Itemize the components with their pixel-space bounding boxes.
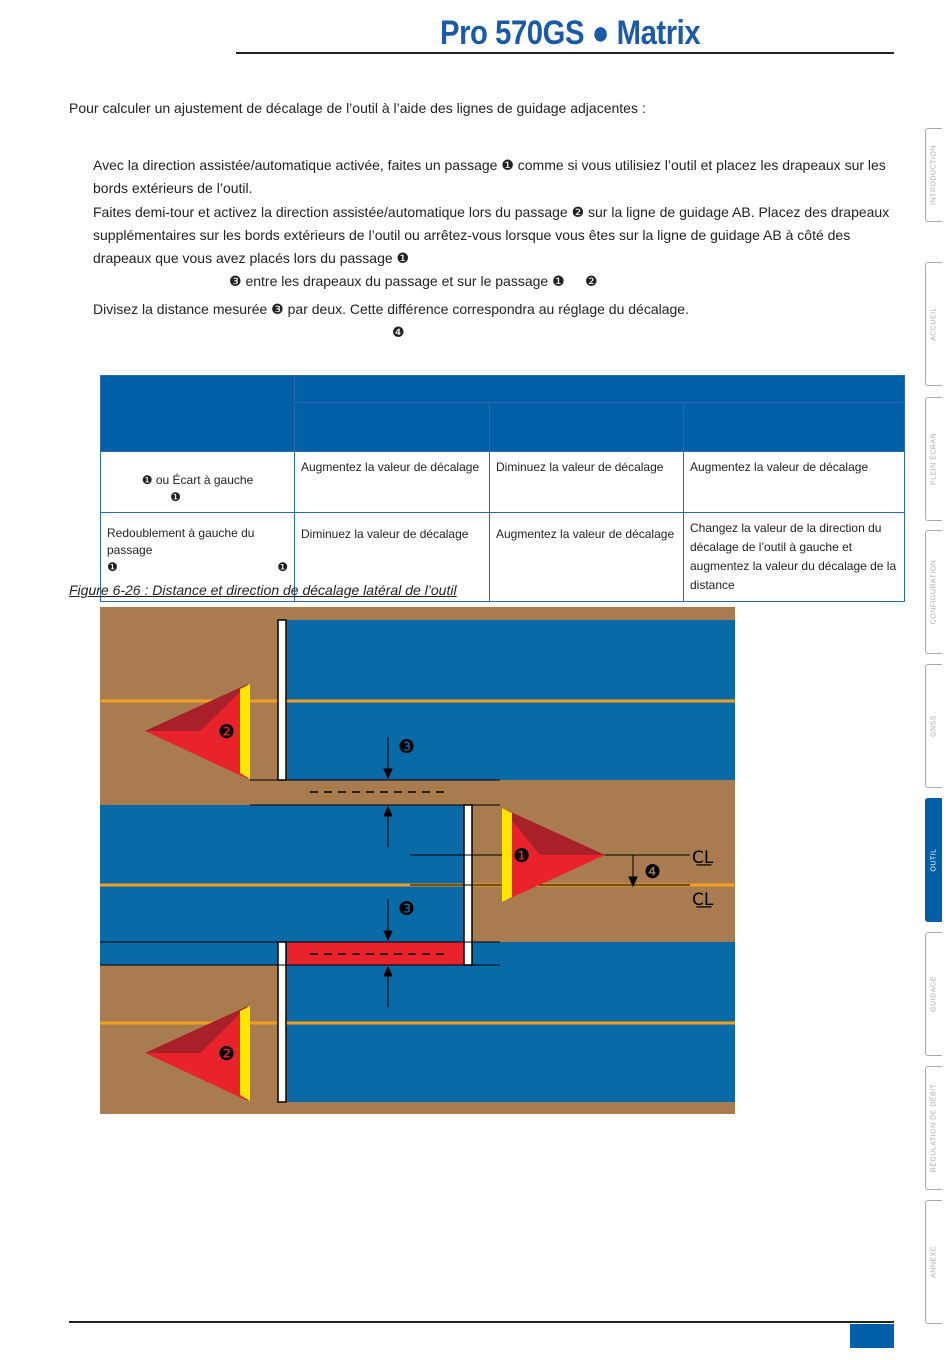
row-1-cell-2: Diminuez la valeur de décalage: [496, 460, 664, 474]
offset-table: [100, 375, 905, 602]
footer-rule: [69, 1321, 894, 1323]
centerline-label-1: C͟L: [692, 848, 714, 868]
marker-1: ❶: [513, 845, 531, 867]
row-1-cell-1: Augmentez la valeur de décalage: [301, 460, 480, 474]
boom-bottom: [278, 942, 286, 1102]
header-rule: [236, 52, 894, 54]
centerline-label-2: C͟L: [692, 890, 714, 910]
tab-outil[interactable]: OUTIL: [925, 798, 942, 922]
row-1-marker: ❶: [170, 490, 181, 504]
intro-text: Pour calculer un ajustement de décalage de l’outil à l’aide des lignes de guidage adjacentes :: [69, 100, 646, 116]
row-2-cell-3: Changez la valeur de la direction du décalage de l’outil à gauche et augmentez la valeur du décalage de la distance: [690, 521, 897, 592]
step-4: Divisez la distance mesurée ❸ par deux. Cette différence correspondra au réglage du décalage.: [93, 301, 689, 317]
row-2-label: Redoublement à gauche du passage: [107, 526, 255, 557]
step-3-marker: ❷: [585, 273, 598, 289]
tab-regulation-de-debit[interactable]: RÉGULATION DE DÉBIT: [925, 1066, 942, 1190]
tab-accueil[interactable]: ACCUEIL: [925, 262, 942, 386]
tab-plein-ecran[interactable]: PLEIN ÉCRAN: [925, 397, 942, 521]
marker-4: ❹: [644, 861, 662, 883]
step-1: Avec la direction assistée/automatique activée, faites un passage ❶ comme si vous utilisiez l’outil et placez les drapeaux sur les bords extérieurs de l’outil.: [93, 157, 886, 196]
table-header-col-1: [295, 403, 490, 452]
marker-3-bottom: ❸: [398, 898, 416, 920]
marker-3-top: ❸: [398, 736, 416, 758]
table-row: [101, 452, 905, 513]
step-5-marker: ❹: [392, 324, 405, 340]
row-2-marker-a: ❶: [107, 560, 118, 574]
table-header-condition: [101, 376, 295, 452]
tab-gnss[interactable]: GNSS: [925, 664, 942, 788]
table-header-group: [295, 376, 905, 403]
row-1-label: ❶ ou Écart à gauche: [141, 473, 254, 487]
step-2: Faites demi-tour et activez la direction assistée/automatique lors du passage ❷ sur la ligne de guidage AB. Placez des drapeaux supplémentaires sur les bords extérieurs de l’outil ou arrêtez-vous lorsque vous êtes sur la ligne de guidage AB à côté des drapeaux que vous avez placés lors du passage ❶: [93, 204, 890, 266]
page-number-box: [850, 1324, 894, 1348]
step-3-text: ❸ entre les drapeaux du passage et sur le passage ❶: [229, 273, 565, 289]
offset-diagram: [100, 607, 735, 1114]
boom-top: [278, 620, 286, 780]
tab-guidage[interactable]: GUIDAGE: [925, 932, 942, 1056]
tab-configuration[interactable]: CONFIGURATION: [925, 530, 942, 654]
marker-2-bottom: ❷: [218, 1043, 236, 1065]
tab-introduction[interactable]: INTRODUCTION: [925, 128, 942, 222]
row-2-cell-1: Diminuez la valeur de décalage: [301, 527, 469, 541]
figure-caption: Figure 6-26 : Distance et direction de décalage latéral de l’outil: [69, 582, 457, 598]
row-2-marker-b: ❶: [277, 560, 288, 574]
table-header-col-3: [684, 403, 905, 452]
table-header-col-2: [490, 403, 684, 452]
row-label: [101, 452, 295, 513]
tab-annexe[interactable]: ANNEXE: [925, 1200, 942, 1324]
row-1-cell-3: Augmentez la valeur de décalage: [690, 460, 869, 474]
document-brand-title: Pro 570GS ● Matrix: [440, 14, 701, 52]
row-2-cell-2: Augmentez la valeur de décalage: [496, 527, 675, 541]
marker-2-top: ❷: [218, 721, 236, 743]
